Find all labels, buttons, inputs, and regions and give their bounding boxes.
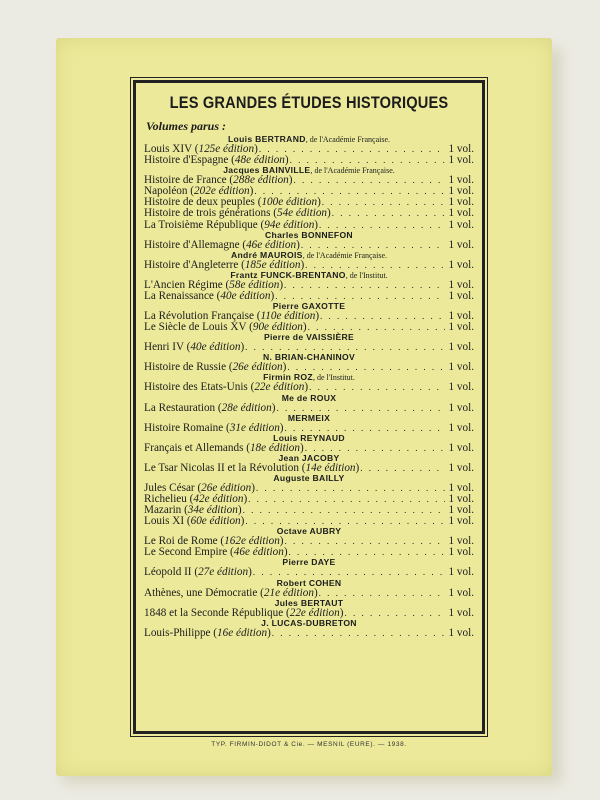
- author-name: André MAUROIS: [231, 249, 303, 260]
- author-heading: [144, 394, 474, 403]
- book-edition: 58e édition: [229, 279, 280, 291]
- book-title: Louis-Philippe (16e édition): [144, 627, 271, 639]
- book-edition: 46e édition: [246, 239, 297, 251]
- book-edition: 34e édition: [187, 505, 238, 517]
- leader-dots: [247, 494, 444, 505]
- book-title: Histoire de France (288e édition): [144, 175, 293, 187]
- book-title: La Renaissance (40e édition): [144, 290, 275, 302]
- book-title: Histoire des États-Unis (22e édition): [144, 382, 309, 394]
- book-edition: 18e édition: [249, 442, 300, 454]
- author-name: Jacques BAINVILLE: [223, 165, 311, 176]
- volume-count: 1 vol.: [448, 505, 474, 517]
- book-edition: 27e édition: [198, 567, 249, 579]
- author-name: Me de ROUX: [281, 392, 337, 403]
- book-title: Athènes, une Démocratie (21e édition): [144, 587, 318, 599]
- author-name: Firmin ROZ: [263, 372, 313, 383]
- book-title: Napoléon (202e édition): [144, 186, 254, 198]
- book-title: L'Ancien Régime (58e édition): [144, 279, 284, 291]
- volume-count: 1 vol.: [448, 567, 474, 579]
- author-heading: [144, 333, 474, 342]
- author-heading: [144, 434, 474, 443]
- leader-dots: [283, 280, 444, 291]
- leader-dots: [255, 483, 445, 494]
- author-name: Pierre GAXOTTE: [272, 301, 346, 312]
- author-name: Robert COHEN: [276, 577, 342, 588]
- book-edition: 40e édition: [190, 342, 241, 354]
- author-name: Frantz FUNCK-BRENTANO: [230, 269, 346, 280]
- catalog-frame: [133, 80, 485, 734]
- volume-count: 1 vol.: [448, 362, 474, 374]
- volume-count: 1 vol.: [448, 587, 474, 599]
- leader-dots: [359, 463, 444, 474]
- leader-dots: [293, 175, 445, 186]
- author-affiliation: , de l'Académie Française.: [302, 250, 387, 260]
- volume-count: 1 vol.: [448, 536, 474, 548]
- book-title: Le Tsar Nicolas II et la Révolution (14e édition): [144, 462, 360, 474]
- book-edition: 26e édition: [201, 482, 252, 494]
- author-heading: [144, 251, 474, 260]
- book-edition: 21e édition: [263, 587, 314, 599]
- book-title: Léopold II (27e édition): [144, 567, 252, 579]
- author-name: Louis REYNAUD: [273, 432, 345, 443]
- author-heading: [144, 271, 474, 280]
- book-title: 1848 et la Seconde République (22e édition): [144, 607, 344, 619]
- volume-count: 1 vol.: [448, 279, 474, 291]
- book-edition: 110e édition: [260, 311, 316, 323]
- volume-count: 1 vol.: [448, 382, 474, 394]
- author-name: Louis BERTRAND: [227, 134, 306, 144]
- volume-count: 1 vol.: [448, 516, 474, 528]
- book-title: Richelieu (42e édition): [144, 493, 248, 505]
- book-edition: 46e édition: [233, 547, 284, 559]
- author-heading: [144, 414, 474, 423]
- book-title: Le Roi de Rome (162e édition): [144, 536, 284, 548]
- volume-count: 1 vol.: [448, 175, 474, 187]
- leader-dots: [284, 536, 445, 547]
- author-heading: [144, 166, 474, 175]
- volume-count: 1 vol.: [448, 482, 474, 494]
- book-title: Histoire de Russie (26e édition): [144, 362, 287, 374]
- book-title: Histoire de deux peuples (100e édition): [144, 197, 321, 209]
- author-heading: [144, 353, 474, 362]
- book-title: Henri IV (40e édition): [144, 342, 245, 354]
- leader-dots: [242, 505, 445, 516]
- book-entry: [144, 483, 474, 494]
- author-heading: [144, 558, 474, 567]
- book-title: Jules César (26e édition): [144, 482, 255, 494]
- author-heading: [144, 135, 474, 144]
- volume-count: 1 vol.: [448, 607, 474, 619]
- book-edition: 94e édition: [264, 219, 315, 231]
- book-title: Histoire d'Angleterre (185e édition): [144, 259, 305, 271]
- book-edition: 16e édition: [217, 627, 268, 639]
- leader-dots: [253, 186, 444, 197]
- volume-count: 1 vol.: [448, 208, 474, 220]
- volume-count: 1 vol.: [448, 462, 474, 474]
- book-title: La Révolution Française (110e édition): [144, 311, 320, 323]
- author-name: Pierre DAYE: [282, 557, 336, 568]
- volume-count: 1 vol.: [448, 442, 474, 454]
- book-edition: 162e édition: [224, 536, 280, 548]
- volume-count: 1 vol.: [448, 422, 474, 434]
- book-title: La Restauration (28e édition): [144, 402, 276, 414]
- leader-dots: [321, 197, 445, 208]
- leader-dots: [271, 628, 445, 639]
- book-entry: [144, 536, 474, 547]
- book-edition: 42e édition: [193, 493, 244, 505]
- book-title: La Troisième République (94e édition): [144, 219, 319, 231]
- leader-dots: [343, 608, 444, 619]
- book-title: Histoire Romaine (31e édition): [144, 422, 284, 434]
- book-edition: 22e édition: [289, 607, 340, 619]
- book-edition: 125e édition: [198, 144, 255, 155]
- book-entry: [144, 311, 474, 322]
- book-edition: 60e édition: [190, 516, 241, 528]
- author-name: Octave AUBRY: [276, 526, 342, 537]
- volume-count: 1 vol.: [448, 219, 474, 231]
- book-edition: 90e édition: [252, 322, 303, 334]
- book-entry: [144, 186, 474, 197]
- book-edition: 40e édition: [220, 290, 271, 302]
- author-heading: [144, 599, 474, 608]
- book-title: Histoire d'Allemagne (46e édition): [144, 239, 300, 251]
- leader-dots: [258, 144, 445, 155]
- volume-count: 1 vol.: [448, 402, 474, 414]
- book-edition: 31e édition: [229, 422, 280, 434]
- author-affiliation: , de l'Institut.: [312, 373, 355, 383]
- author-affiliation: , de l'Institut.: [345, 270, 388, 280]
- book-entry: [144, 175, 474, 186]
- book-edition: 22e édition: [254, 382, 305, 394]
- book-entry: [144, 197, 474, 208]
- author-heading: [144, 619, 474, 628]
- book-edition: 185e édition: [244, 259, 301, 271]
- leader-dots: [289, 155, 445, 166]
- leader-dots: [300, 240, 445, 251]
- book-entry: [144, 208, 474, 219]
- volume-count: 1 vol.: [448, 144, 474, 155]
- leader-dots: [244, 516, 444, 527]
- book-title: Français et Allemands (18e édition): [144, 442, 304, 454]
- author-affiliation: , de l'Académie Française.: [310, 166, 395, 176]
- book-edition: 48e édition: [234, 155, 285, 167]
- book-entry: [144, 280, 474, 291]
- book-edition: 14e édition: [305, 462, 356, 474]
- book-entry: [144, 628, 474, 639]
- book-entry: [144, 144, 474, 155]
- book-title: Louis XIV (125e édition): [144, 144, 258, 155]
- volume-count: 1 vol.: [448, 155, 474, 167]
- catalog-subtitle: Volumes parus :: [146, 119, 227, 133]
- author-affiliation: , de l'Académie Française.: [305, 135, 391, 144]
- volume-count: 1 vol.: [448, 186, 474, 198]
- volume-count: 1 vol.: [448, 239, 474, 251]
- volume-count: 1 vol.: [448, 197, 474, 209]
- volume-count: 1 vol.: [448, 322, 474, 334]
- book-entry: [144, 494, 474, 505]
- book-edition: 28e édition: [221, 402, 272, 414]
- author-heading: [144, 527, 474, 536]
- author-heading: [144, 302, 474, 311]
- author-heading: [144, 474, 474, 483]
- book-edition: 54e édition: [276, 208, 328, 220]
- author-name: J. LUCAS-DUBRETON: [261, 617, 357, 628]
- book-title: Histoire d'Espagne (48e édition): [144, 155, 289, 167]
- volume-count: 1 vol.: [448, 627, 474, 639]
- author-name: Pierre de VAISSIÈRE: [263, 332, 355, 343]
- author-heading: [144, 579, 474, 588]
- book-edition: 100e édition: [261, 197, 318, 209]
- volume-count: 1 vol.: [448, 311, 474, 323]
- book-title: Mazarin (34e édition): [144, 505, 242, 517]
- author-name: Auguste BAILLY: [273, 472, 345, 483]
- book-title: Le Siècle de Louis XV (90e édition): [144, 322, 307, 334]
- book-entry: [144, 240, 474, 251]
- author-heading: [144, 454, 474, 463]
- author-heading: [144, 231, 474, 240]
- book-list: [144, 135, 474, 639]
- catalog-title: LES GRANDES ÉTUDES HISTORIQUES: [169, 93, 449, 112]
- book-edition: 26e édition: [232, 362, 283, 374]
- book-title: Le Second Empire (46e édition): [144, 547, 288, 559]
- leader-dots: [319, 311, 444, 322]
- book-title: Histoire de trois générations (54e édition): [144, 208, 331, 220]
- author-name: Charles BONNEFON: [265, 229, 353, 240]
- author-name: N. BRIAN-CHANINOV: [263, 352, 355, 363]
- author-name: MERMEIX: [287, 412, 331, 423]
- author-heading: [144, 373, 474, 382]
- leader-dots: [331, 208, 445, 219]
- book-entry: [144, 505, 474, 516]
- volume-count: 1 vol.: [448, 290, 474, 302]
- author-name: Jules BERTAUT: [274, 597, 344, 608]
- volume-count: 1 vol.: [448, 259, 474, 271]
- book-edition: 288e édition: [233, 175, 289, 187]
- volume-count: 1 vol.: [448, 493, 474, 505]
- volume-count: 1 vol.: [448, 547, 474, 559]
- book-title: Louis XI (60e édition): [144, 516, 245, 528]
- printer-imprint: TYP. FIRMIN-DIDOT & Cie. — MESNIL (EURE). — 1938.: [211, 741, 407, 748]
- book-edition: 202e édition: [194, 186, 250, 198]
- author-name: Jean JACOBY: [278, 452, 340, 463]
- volume-count: 1 vol.: [448, 342, 474, 354]
